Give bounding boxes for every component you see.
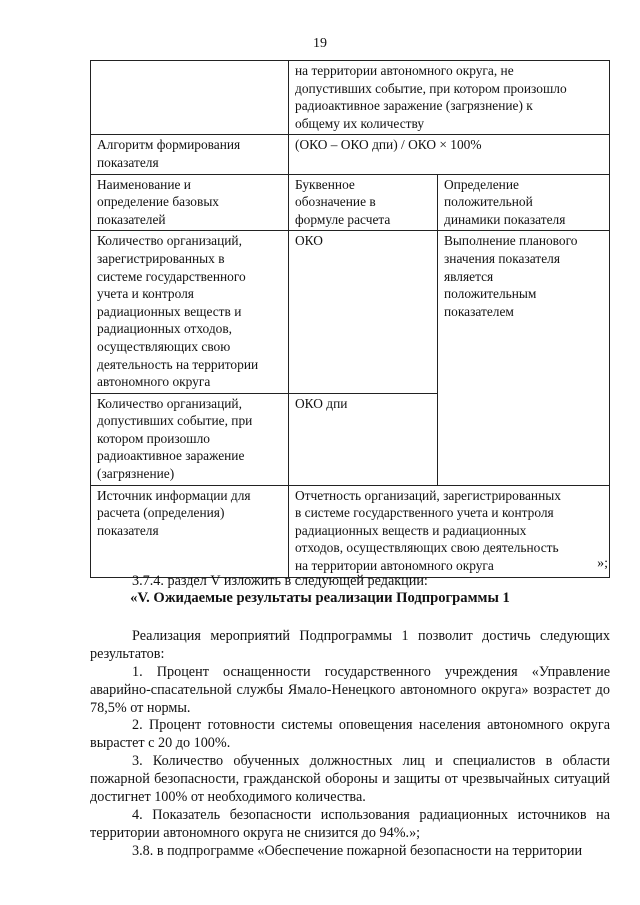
table-cell: [91, 174, 289, 231]
header-symbol: Буквенное обозначение в формуле расчета: [295, 176, 391, 227]
table-cell: [289, 231, 438, 393]
table-row: [91, 174, 610, 231]
table-row: [91, 231, 610, 393]
row-symbol: ОКО дпи: [295, 395, 348, 411]
indicator-description: на территории автономного округа, не допустивших событие, при котором произошло радиоактивное заражение (загрязнение) к общему их количеству: [295, 63, 567, 131]
table-row: [91, 485, 610, 577]
table-cell: [289, 174, 438, 231]
page-number: 19: [313, 36, 327, 51]
paragraph-intro: Реализация мероприятий Подпрограммы 1 позволит достичь следующих результатов:: [90, 628, 610, 662]
table-row: [91, 135, 610, 174]
header-name: Наименование и определение базовых показателей: [97, 176, 220, 227]
source-label: Источник информации для расчета (определения) показателя: [97, 487, 251, 538]
list-item: 3. Количество обученных должностных лиц и специалистов в области пожарной безопасности, гражданской обороны и защиты от чрезвычайных ситуаций достигнет 100% от необходимого количества.: [90, 753, 610, 805]
row-symbol: ОКО: [295, 233, 323, 249]
table-cell: [438, 231, 610, 485]
paragraph-last: 3.8. в подпрограмме «Обеспечение пожарной безопасности на территории: [132, 843, 583, 859]
table-row: [91, 61, 610, 135]
table-cell: [289, 61, 610, 135]
table-cell: [438, 174, 610, 231]
row-name: Количество организаций, зарегистрированных в системе государственного учета и контроля радиационных веществ и радиационных отходов, осуществляющих свою деятельность на территории автономного округа: [97, 233, 259, 390]
algorithm-label: Алгоритм формирования показателя: [97, 137, 241, 170]
closing-quote: »;: [597, 556, 608, 571]
table-cell: [91, 485, 289, 577]
table-cell: [289, 393, 438, 485]
dynamics-value: Выполнение планового значения показателя является положительным показателем: [444, 233, 578, 319]
table-cell: [91, 393, 289, 485]
paragraph-section-edit: 3.7.4. раздел V изложить в следующей редакции:: [132, 573, 428, 589]
list-item: 4. Показатель безопасности использования радиационных источников на территории автономного округа не снизится до 94%.»;: [90, 807, 610, 841]
source-value: Отчетность организаций, зарегистрированных в системе государственного учета и контроля радиационных веществ и радиационных отходов, осуществляющих свою деятельность на территории автономного округа: [295, 487, 561, 574]
header-dynamics: Определение положительной динамики показателя: [444, 176, 566, 227]
list-item: 2. Процент готовности системы оповещения населения автономного округа вырастет с 20 до 100%.: [90, 717, 610, 751]
table-cell-empty: [91, 61, 289, 135]
section-heading: «V. Ожидаемые результаты реализации Подпрограммы 1: [130, 590, 510, 606]
table-cell: [289, 135, 610, 174]
table-cell: [91, 135, 289, 174]
table-cell: [91, 231, 289, 393]
algorithm-formula: (ОКО – ОКО дпи) / ОКО × 100%: [295, 137, 482, 153]
list-item: 1. Процент оснащенности государственного учреждения «Управление аварийно-спасательной службы Ямало-Ненецкого автономного округа» возрастет до 78,5% от нормы.: [90, 664, 610, 716]
table-cell: [289, 485, 610, 577]
row-name: Количество организаций, допустивших событие, при котором произошло радиоактивное заражение (загрязнение): [97, 395, 253, 482]
indicator-table: [90, 60, 610, 578]
